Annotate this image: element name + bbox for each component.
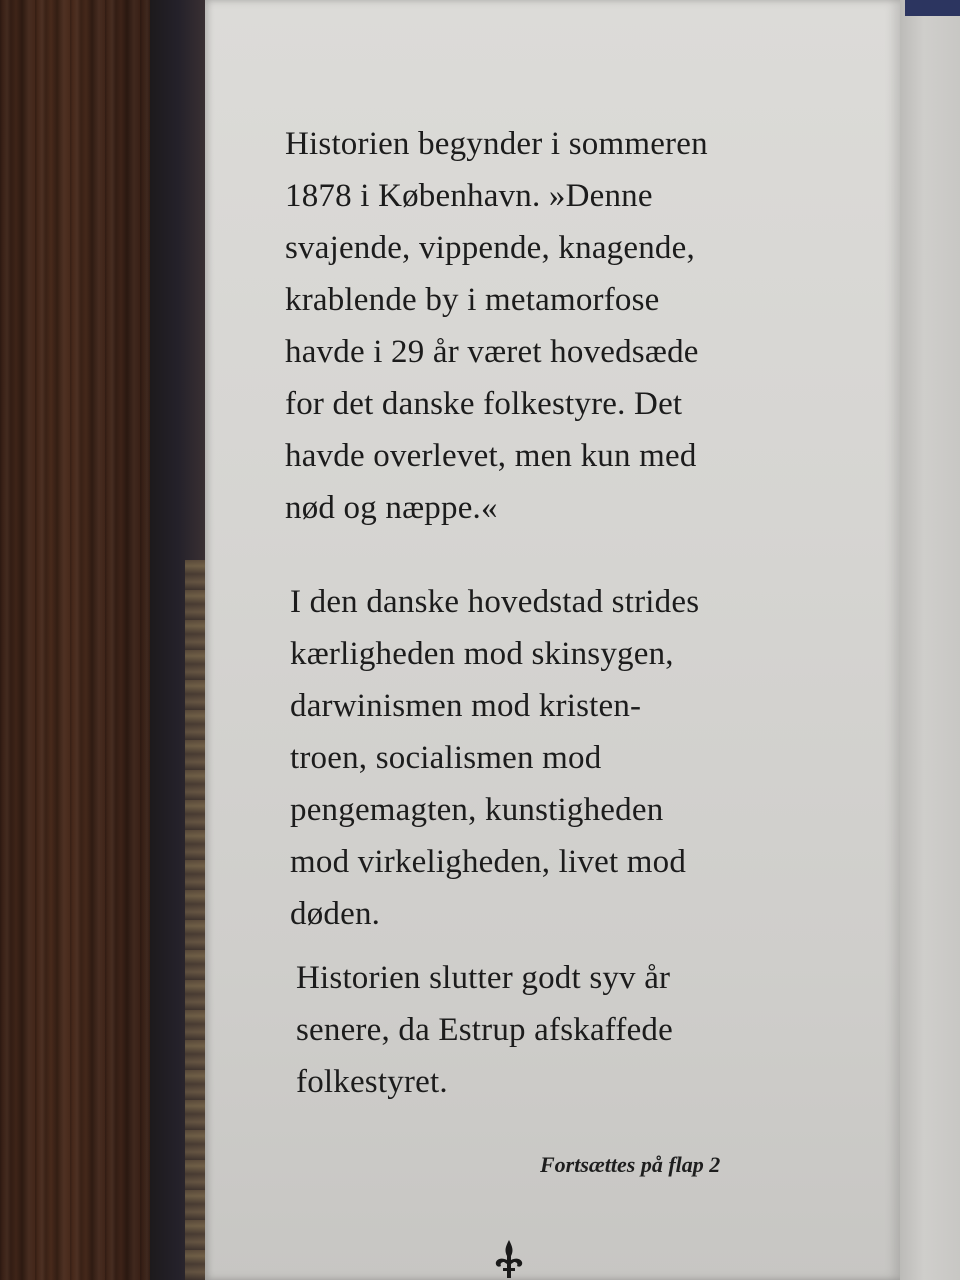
cover-strip — [905, 0, 960, 16]
text-line: darwinismen mod kristen- — [290, 688, 642, 724]
continued-note: Fortsættes på flap 2 — [540, 1152, 721, 1177]
text-line: svajende, vippende, knagende, — [285, 230, 695, 266]
text-line: havde i 29 år været hovedsæde — [285, 334, 699, 370]
text-line: I den danske hovedstad strides — [290, 584, 700, 620]
text-line: døden. — [290, 896, 381, 932]
text-line: pengemagten, kunstigheden — [290, 792, 664, 828]
paragraph-2 — [290, 576, 850, 940]
book-page-right — [900, 0, 960, 1280]
text-line: nød og næppe.« — [285, 490, 498, 526]
text-line: kærligheden mod skinsygen, — [290, 636, 674, 672]
paragraph-3 — [296, 952, 856, 1108]
text-line: mod virkeligheden, livet mod — [290, 844, 687, 880]
paragraph-1 — [285, 118, 845, 534]
text-line: havde overlevet, men kun med — [285, 438, 697, 474]
text-line: troen, socialismen mod — [290, 740, 602, 776]
fleur-de-lis-icon — [492, 1238, 526, 1280]
text-line: for det danske folkestyre. Det — [285, 386, 683, 422]
text-line: Historien begynder i sommeren — [285, 126, 708, 162]
text-line: Historien slutter godt syv år — [296, 960, 671, 996]
text-line: folkestyret. — [296, 1064, 448, 1100]
text-line: 1878 i København. »Denne — [285, 178, 653, 214]
text-line: krablende by i metamorfose — [285, 282, 660, 318]
text-line: senere, da Estrup afskaffede — [296, 1012, 673, 1048]
